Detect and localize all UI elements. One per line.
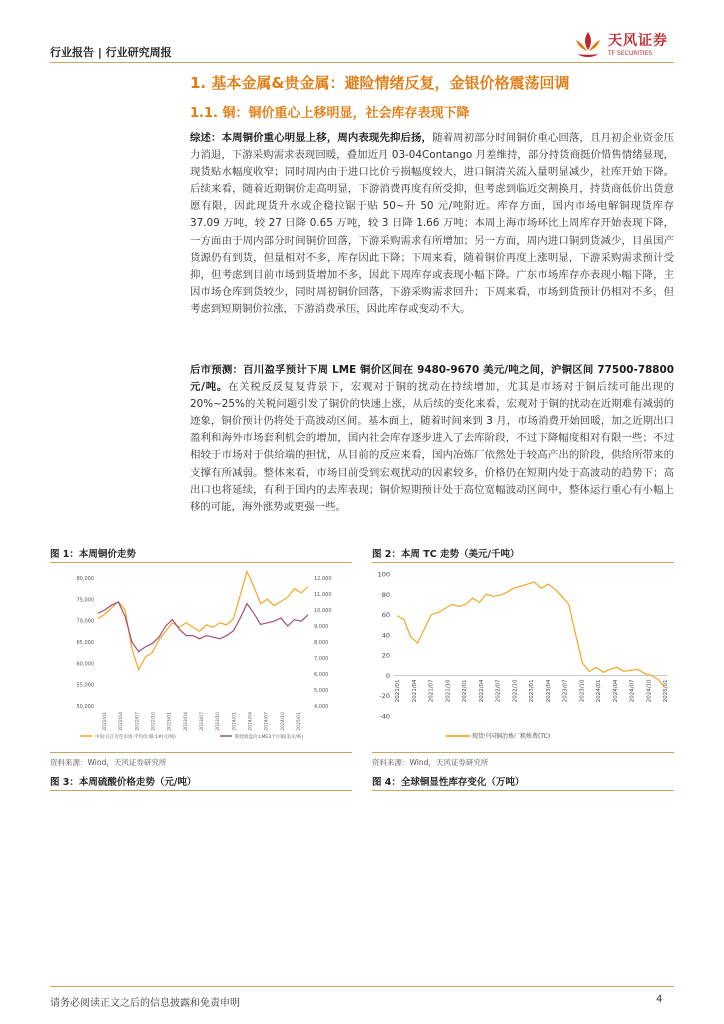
x-tick: 2022/04 [478,679,485,703]
x-tick: 2021/07 [428,679,435,703]
y-tick: -20 [379,692,390,701]
y-left-tick: 65,000 [76,640,94,646]
fig3-rule [50,790,352,791]
series-line [397,582,665,688]
tc-chart [372,564,674,749]
fig1-title: 图 1：本周铜价走势 [50,549,136,560]
company-logo [570,28,680,62]
y-right-tick: 9,000 [314,624,329,630]
fig2-rule [372,562,674,563]
fig4-rule [372,790,674,791]
summary-body: 随着周初部分时间铜价重心回落，且月初企业资金压力消退，下游采购需求表现回暖，叠加近月 03-04Contango 月差维持，部分持货商挺价惜售情绪显现，现货贴水幅度收窄；同时周内由于进口比价亏损幅度较大，进口铜清关流入量明显减少，社库开始下降。后续来看，随着近期铜价走高明显，下游消费再度有所受抑，但考虑到临近交割换月，持货商低价出货意愿有限，因此现货升水或企稳拉锯于贴 50~升 50 元/吨附近。库存方面，国内市场电解铜现货库存 37.09 万吨，较 27 日降 0.65 万吨，较 3 日降 1.66 万吨；本周上海市场环比上周库存开始表现下降，一方面由于周内部分时间铜价回落，下游采购需求有所增加；另一方面，周内进口铜到货减少，目虽国产货源仍有到货，但量相对不多，库存因此下降；下周来看，随着铜价再度上涨明显，下游采购需求预计受抑，但考虑到目前市场到货增加不多，因此下周库存或表现小幅下降。广东市场库存亦表现小幅下降，主因市场仓库到货较少，同时周初铜价回落，下游采购需求回升；下周来看，市场到货预计仍相对不多，但考虑到短期铜价拉涨，下游消费承压，因此库存或变动不大。 [190,132,675,315]
x-tick: 2021/01 [395,679,401,703]
y-left-tick: 60,000 [76,661,94,668]
legend-label: 现货中国铜冶炼厂粗炼费(TC) [472,733,551,740]
x-tick: 2023/10 [579,679,586,703]
x-tick: 2021/10 [445,679,452,703]
x-tick: 2021/04 [411,679,418,703]
x-tick: 2024/07 [629,679,636,703]
logo-text-cn: 天风证券 [608,33,668,49]
fig4-title: 图 4：全球铜显性库存变化（万吨） [372,777,525,788]
y-left-tick: 80,000 [76,576,94,582]
summary-lead: 综述：本周铜价重心明显上移，周内表现先抑后扬， [190,132,433,144]
forecast-body: 在关税反反复复背景下，宏观对于铜的扰动在持续增加，尤其是市场对于铜后续可能出现的 20%~25%的关税问题引发了铜价的快速上涨，从后续的变化来看，宏观对于铜的扰动在近期难有减弱的迹象，铜价预计仍将处于高波动区间。基本面上，随着时间来到 3 月，市场消费开始回暖，加之近期出口盈利和海外市场套利机会的增加，国内社会库存逐步进入了去库阶段，不过下降幅度相对有限一些；不过相较于市场对于供给端的担忧，从目前的反应来看，国内冶炼厂依然处于较高产出的阶段，供给所带来的支撑有所减弱。整体来看，市场目前受到宏观扰动的因素较多，价格仍在短期内处于高波动的趋势下；高出口也将延续，有利于国内的去库表现；铜价短期预计处于高位宽幅波动区间中，整体运行重心有小幅上移的可能，海外涨势或更强一些。 [190,381,674,513]
y-right-tick: 12,000 [314,576,332,582]
fig2-bottom-rule [372,752,674,753]
legend-label: 中国:长江有色市场:平均价:铜:1#(元/吨) [95,735,176,740]
y-right-tick: 11,000 [314,592,332,598]
y-tick: 0 [385,671,390,680]
x-tick: 2022/10 [151,712,157,731]
y-right-tick: 8,000 [314,640,329,646]
y-tick: 20 [381,651,390,660]
x-tick: 2023/01 [529,679,535,703]
x-tick: 2024/01 [596,679,602,703]
y-left-tick: 55,000 [76,682,94,689]
report-header: 行业报告 | 行业研究周报 [50,46,172,59]
fig1-source: 资料来源：Wind，天风证券研究所 [50,758,167,767]
header-divider [50,62,674,63]
logo-mark-icon [570,28,606,62]
y-tick: -40 [379,712,390,721]
fig2-title: 图 2：本周 TC 走势（美元/千吨） [372,549,520,560]
x-tick: 2024/04 [612,679,619,703]
x-tick: 2025/01 [296,712,302,731]
y-left-tick: 70,000 [76,618,94,625]
x-tick: 2023/07 [200,712,205,731]
x-tick: 2023/10 [216,712,222,731]
fig2-source: 资料来源：Wind，天风证券研究所 [372,758,489,767]
x-tick: 2023/07 [562,679,569,703]
x-tick: 2024/10 [280,712,286,731]
x-tick: 2022/01 [103,712,109,731]
y-tick: 80 [381,590,390,599]
x-tick: 2023/01 [167,712,173,731]
copper-price-chart [50,564,352,749]
summary-paragraph [190,130,674,318]
series-line [98,602,308,652]
y-right-tick: 6,000 [314,672,329,678]
y-tick: 40 [381,631,390,640]
legend-label: 期货收盘价:LME3个月铜(美元/吨) [235,735,304,740]
x-tick: 2023/04 [183,712,189,731]
x-tick: 2022/01 [462,679,468,703]
x-tick: 2025/01 [663,679,669,703]
subsection-title: 1.1. 铜：铜价重心上移明显，社会库存表现下降 [190,106,470,121]
page-number: 4 [656,994,663,1005]
x-tick: 2022/10 [512,679,519,703]
logo-text-en: TF SECURITIES [608,50,653,57]
y-left-tick: 50,000 [76,704,94,710]
fig1-rule [50,562,352,563]
y-right-tick: 10,000 [314,608,332,614]
y-tick: 60 [381,611,390,620]
y-left-tick: 75,000 [76,597,94,604]
x-tick: 2024/01 [232,712,238,731]
y-tick: 100 [377,570,390,579]
x-tick: 2022/04 [119,712,125,731]
x-tick: 2022/07 [495,679,502,703]
y-right-tick: 5,000 [314,688,329,694]
x-tick: 2024/07 [264,712,270,731]
forecast-lead: 后市预测：百川盈孚预计下周 LME 铜价区间在 9480-9670 美元/吨之间，沪铜区间 77500-78800 元/吨。 [190,364,674,394]
x-tick: 2023/04 [545,679,552,703]
y-right-tick: 4,000 [314,704,329,710]
x-tick: 2024/04 [248,712,254,731]
y-right-tick: 7,000 [314,656,329,662]
section-title: 1. 基本金属&贵金属：避险情绪反复，金银价格震荡回调 [190,74,570,92]
x-tick: 2024/10 [646,679,653,703]
footer-divider [50,986,674,987]
x-tick: 2022/07 [135,712,141,731]
fig3-title: 图 3：本周硫酸价格走势（元/吨） [50,777,197,788]
fig1-bottom-rule [50,752,352,753]
forecast-paragraph [190,362,674,516]
footer-disclaimer: 请务必阅读正文之后的信息披露和免责申明 [50,998,240,1009]
